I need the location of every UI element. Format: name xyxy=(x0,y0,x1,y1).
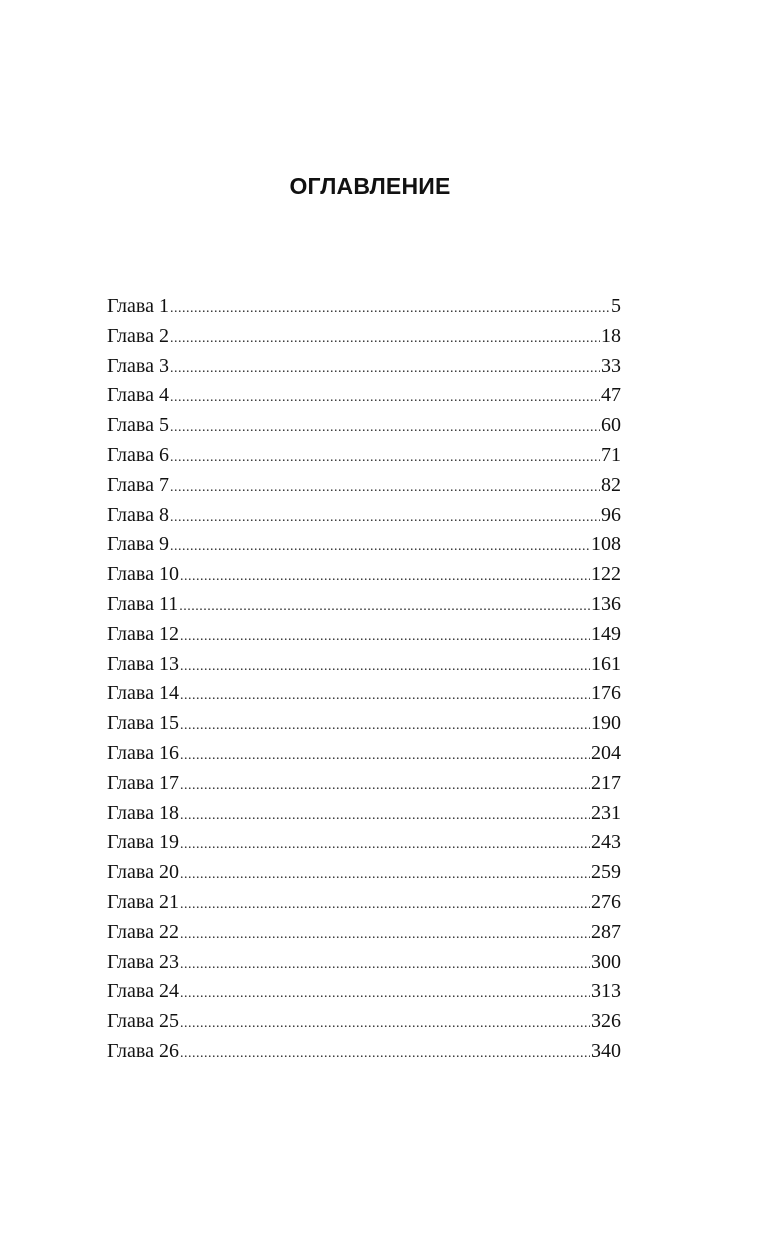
toc-dot-leader xyxy=(180,950,590,978)
toc-entry-label: Глава 18 xyxy=(107,801,179,824)
toc-entry-label: Глава 13 xyxy=(107,652,179,675)
toc-entry xyxy=(107,501,621,531)
toc-entry-label: Глава 20 xyxy=(107,861,179,884)
toc-entry-label: Глава 23 xyxy=(107,950,179,973)
toc-entry-label: Глава 24 xyxy=(107,980,179,1003)
toc-entry-label: Глава 2 xyxy=(107,324,169,347)
toc-entry-page-number: 5 xyxy=(611,295,621,317)
toc-entry-label: Глава 10 xyxy=(107,563,179,586)
toc-entry-label: Глава 26 xyxy=(107,1039,179,1062)
toc-dot-leader xyxy=(180,771,590,799)
toc-entry-page-number: 108 xyxy=(591,533,621,556)
toc-entry xyxy=(107,411,621,441)
toc-entry xyxy=(107,769,621,799)
toc-dot-leader xyxy=(180,920,590,948)
toc-dot-leader xyxy=(180,562,590,590)
toc-entry-page-number: 243 xyxy=(591,831,621,854)
toc-entry-page-number: 71 xyxy=(601,443,621,466)
toc-entry-page-number: 136 xyxy=(591,592,621,615)
toc-dot-leader xyxy=(170,413,600,441)
toc-dot-leader xyxy=(180,1039,590,1067)
toc-entry-label: Глава 12 xyxy=(107,622,179,645)
toc-entry xyxy=(107,948,621,978)
toc-entry-page-number: 287 xyxy=(591,920,621,943)
toc-entry xyxy=(107,471,621,501)
toc-dot-leader xyxy=(170,294,610,322)
toc-entry-label: Глава 22 xyxy=(107,920,179,943)
toc-entry-label: Глава 4 xyxy=(107,384,169,407)
toc-entry-label: Глава 8 xyxy=(107,503,169,526)
toc-entry-page-number: 217 xyxy=(591,771,621,794)
toc-entry-page-number: 190 xyxy=(591,712,621,735)
toc-entry-label: Глава 14 xyxy=(107,682,179,705)
toc-dot-leader xyxy=(180,711,590,739)
page-title: ОГЛАВЛЕНИЕ xyxy=(289,173,451,200)
table-of-contents xyxy=(107,292,621,1067)
toc-entry xyxy=(107,381,621,411)
toc-entry-page-number: 326 xyxy=(591,1010,621,1033)
toc-dot-leader xyxy=(180,1009,590,1037)
toc-entry-page-number: 60 xyxy=(601,414,621,437)
toc-entry-label: Глава 9 xyxy=(107,533,169,556)
toc-entry xyxy=(107,828,621,858)
toc-entry-page-number: 276 xyxy=(591,890,621,913)
toc-entry-label: Глава 17 xyxy=(107,771,179,794)
toc-entry xyxy=(107,352,621,382)
toc-dot-leader xyxy=(179,592,590,620)
toc-dot-leader xyxy=(170,443,600,471)
toc-entry-label: Глава 1 xyxy=(107,295,169,317)
toc-entry-label: Глава 16 xyxy=(107,741,179,764)
toc-entry xyxy=(107,1007,621,1037)
toc-dot-leader xyxy=(170,503,600,531)
toc-entry-label: Глава 21 xyxy=(107,890,179,913)
toc-dot-leader xyxy=(180,979,590,1007)
toc-entry-page-number: 176 xyxy=(591,682,621,705)
toc-entry-page-number: 96 xyxy=(601,503,621,526)
toc-dot-leader xyxy=(170,383,600,411)
toc-entry-page-number: 122 xyxy=(591,563,621,586)
toc-entry-page-number: 340 xyxy=(591,1039,621,1062)
toc-entry-page-number: 149 xyxy=(591,622,621,645)
toc-entry xyxy=(107,530,621,560)
toc-dot-leader xyxy=(180,652,590,680)
toc-entry-label: Глава 25 xyxy=(107,1010,179,1033)
toc-dot-leader xyxy=(180,890,590,918)
toc-dot-leader xyxy=(180,801,590,829)
toc-entry-label: Глава 11 xyxy=(107,592,179,615)
toc-entry-label: Глава 6 xyxy=(107,443,169,466)
toc-entry xyxy=(107,292,621,322)
toc-entry-page-number: 259 xyxy=(591,861,621,884)
toc-entry-page-number: 204 xyxy=(591,741,621,764)
toc-entry xyxy=(107,560,621,590)
toc-entry-label: Глава 7 xyxy=(107,473,169,496)
toc-dot-leader xyxy=(180,860,590,888)
toc-entry xyxy=(107,977,621,1007)
toc-entry-label: Глава 3 xyxy=(107,354,169,377)
toc-entry-page-number: 300 xyxy=(591,950,621,973)
toc-dot-leader xyxy=(180,830,590,858)
toc-entry-page-number: 18 xyxy=(601,324,621,347)
toc-entry-page-number: 33 xyxy=(601,354,621,377)
toc-entry xyxy=(107,441,621,471)
toc-entry xyxy=(107,739,621,769)
toc-entry-label: Глава 15 xyxy=(107,712,179,735)
toc-entry-page-number: 313 xyxy=(591,980,621,1003)
toc-dot-leader xyxy=(170,532,590,560)
toc-entry xyxy=(107,888,621,918)
toc-entry xyxy=(107,650,621,680)
toc-entry xyxy=(107,1037,621,1067)
toc-entry-page-number: 231 xyxy=(591,801,621,824)
toc-entry xyxy=(107,679,621,709)
toc-dot-leader xyxy=(180,681,590,709)
toc-entry xyxy=(107,858,621,888)
toc-entry xyxy=(107,709,621,739)
toc-entry xyxy=(107,590,621,620)
toc-entry xyxy=(107,620,621,650)
toc-dot-leader xyxy=(180,622,590,650)
toc-entry-label: Глава 19 xyxy=(107,831,179,854)
toc-entry-page-number: 82 xyxy=(601,473,621,496)
toc-dot-leader xyxy=(170,473,600,501)
toc-dot-leader xyxy=(180,741,590,769)
toc-entry xyxy=(107,799,621,829)
toc-dot-leader xyxy=(170,354,600,382)
toc-entry xyxy=(107,322,621,352)
toc-entry-label: Глава 5 xyxy=(107,414,169,437)
toc-entry-page-number: 47 xyxy=(601,384,621,407)
toc-entry-page-number: 161 xyxy=(591,652,621,675)
toc-entry xyxy=(107,918,621,948)
toc-dot-leader xyxy=(170,324,600,352)
